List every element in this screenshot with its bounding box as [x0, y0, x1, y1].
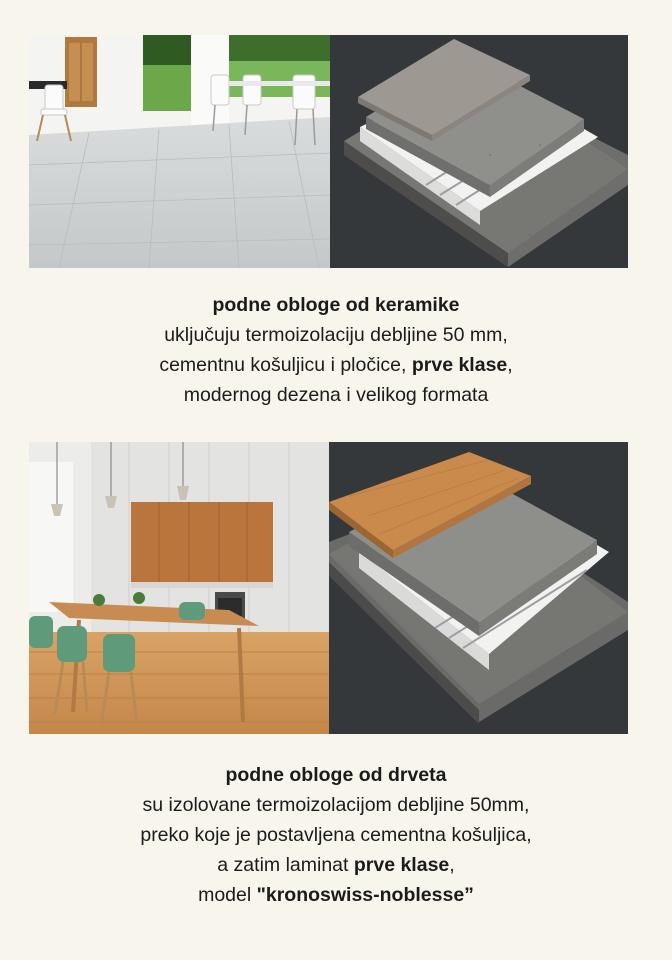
wood-line-3	[0, 850, 672, 880]
wood-line-4-text: model	[198, 884, 257, 906]
wood-line-3-text: a zatim laminat	[217, 854, 354, 876]
wood-line-2: preko koje je postavljena cementna košuljica,	[140, 824, 532, 846]
ceramic-description	[0, 290, 672, 410]
wood-floor-layers-diagram	[329, 442, 628, 734]
wood-model-name: "kronoswiss-noblesse”	[256, 884, 474, 906]
ceramic-images	[29, 35, 628, 268]
ceramic-line-2-text: cementnu košuljicu i pločice,	[159, 354, 412, 376]
ceramic-floor-layers-diagram	[330, 35, 628, 268]
ceramic-quality-emphasis: prve klase	[411, 354, 508, 376]
wood-quality-emphasis: prve klase	[353, 854, 450, 876]
wood-line-3-suffix: ,	[449, 854, 455, 876]
wood-images	[29, 442, 628, 734]
ceramic-line-3: modernog dezena i velikog formata	[183, 384, 489, 406]
ceramic-line-2-suffix: ,	[507, 354, 513, 376]
ceramic-line-1: uključuju termoizolaciju debljine 50 mm,	[164, 324, 508, 346]
wood-line-4	[0, 880, 672, 910]
wood-line-1: su izolovane termoizolacijom debljine 50mm,	[142, 794, 530, 816]
wood-description	[0, 760, 672, 910]
ceramic-room-photo	[29, 35, 330, 268]
wood-kitchen-photo	[29, 442, 329, 734]
wood-heading: podne obloge od drveta	[225, 764, 447, 786]
ceramic-heading: podne obloge od keramike	[212, 294, 460, 316]
ceramic-line-2	[0, 350, 672, 380]
